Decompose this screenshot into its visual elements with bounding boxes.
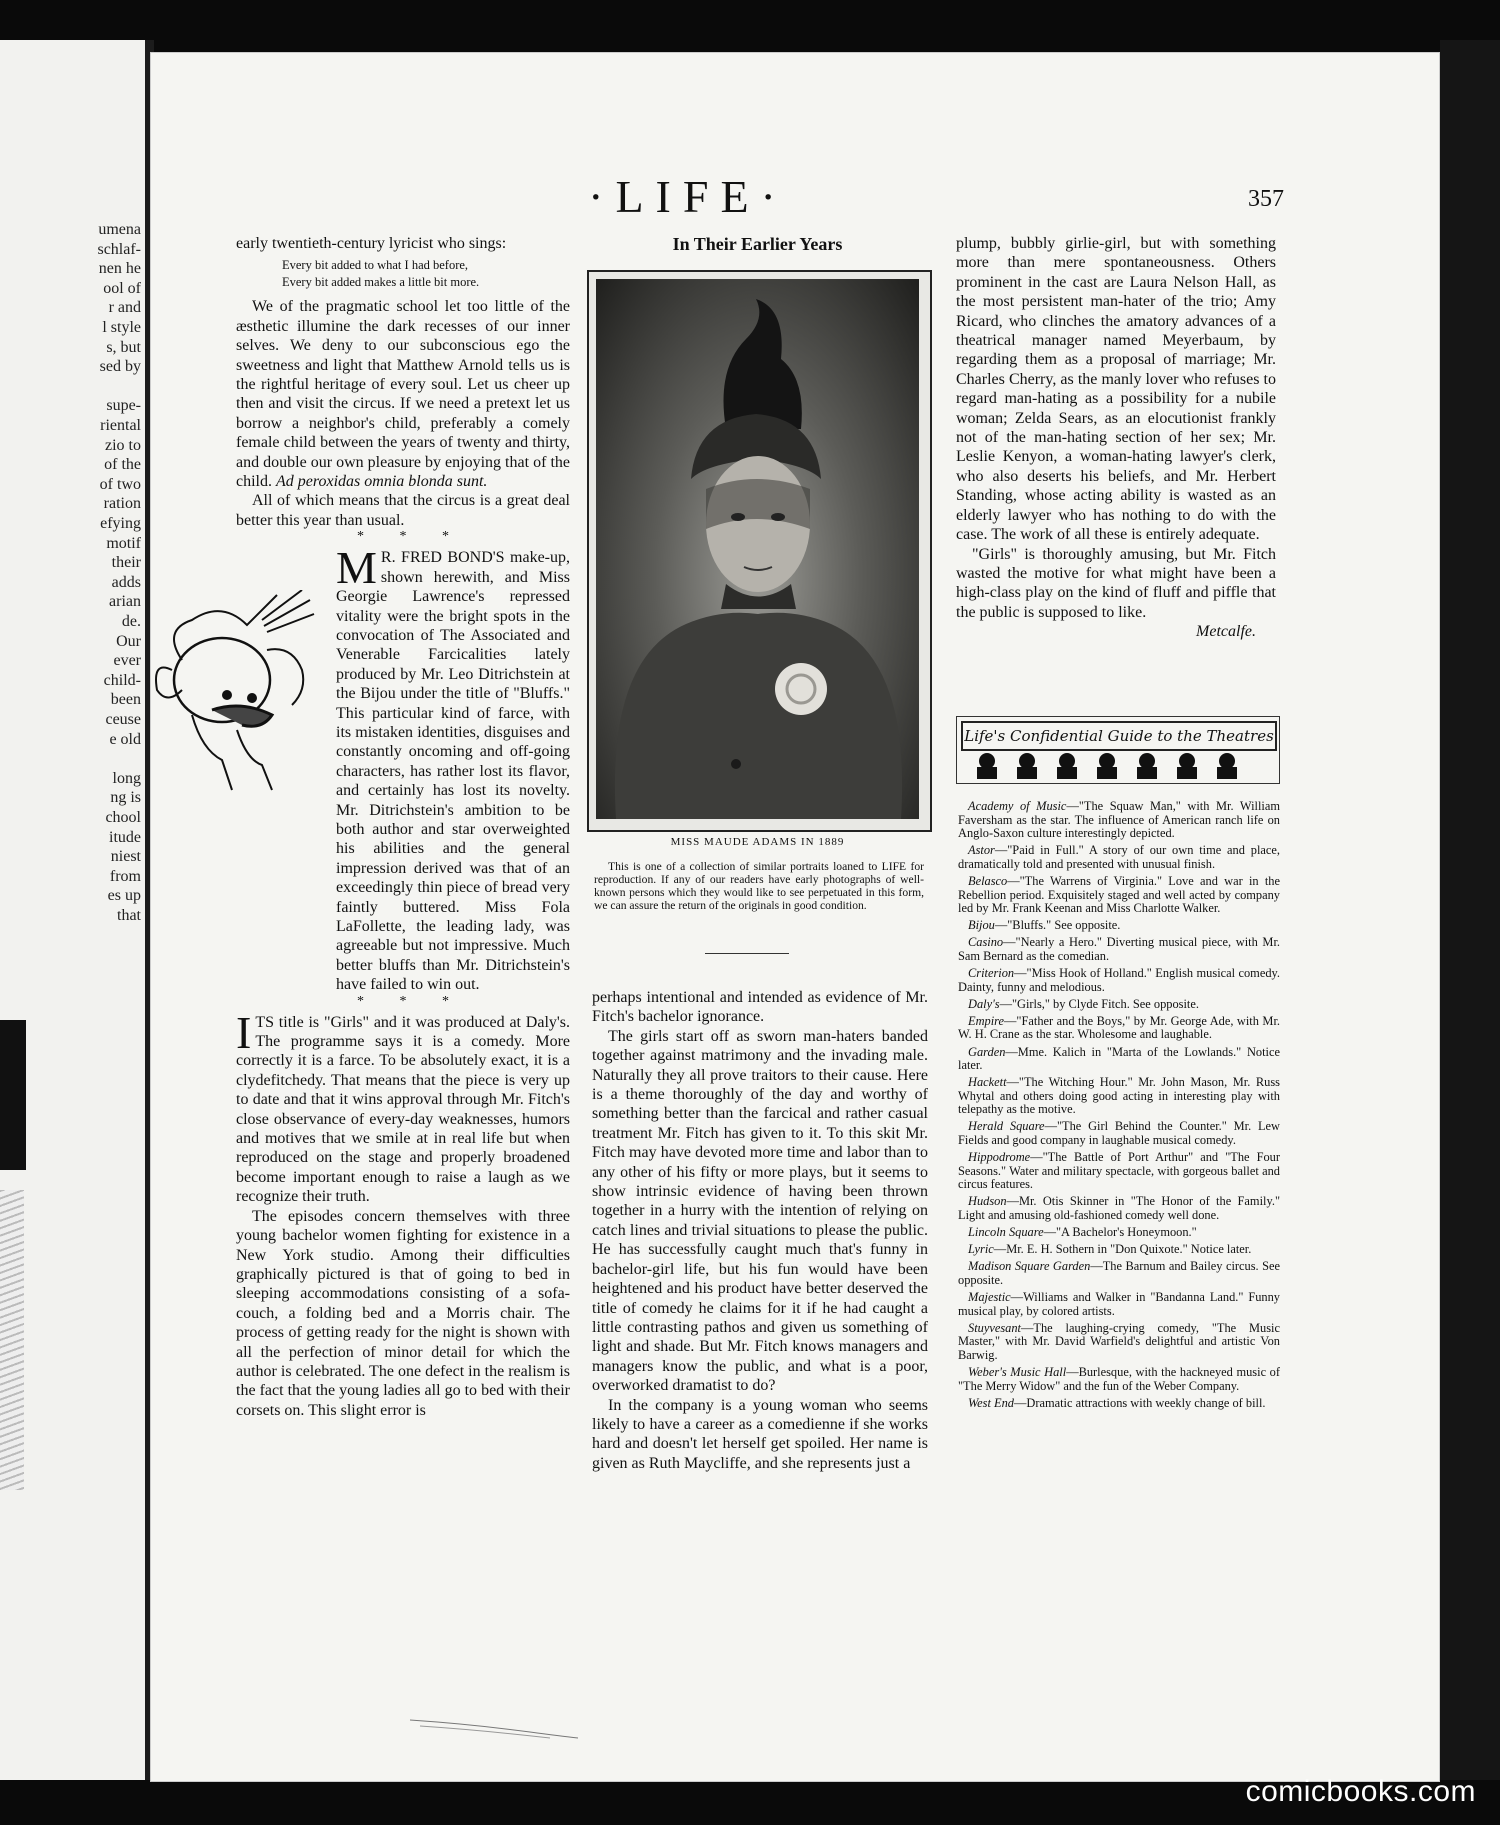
facing-page-text-fragment: sed by (99, 358, 141, 376)
guide-entry (958, 967, 1280, 994)
paragraph: perhaps intentional and intended as evidence of Mr. Fitch's bachelor ignorance. (592, 989, 928, 1026)
guide-entry-theatre: Bijou (968, 918, 995, 933)
facing-page-text-fragment: niest (110, 848, 141, 866)
facing-page-text-fragment: de. (121, 613, 141, 630)
guide-entry-theatre: Empire (968, 1013, 1005, 1028)
facing-page-text-fragment: Our (116, 632, 141, 650)
paragraph: "Girls" is thoroughly amusing, but Mr. Fitch wasted the motive for what might have been a high-class play on the kind of fluff and piffle that the public is supposed to like. (956, 545, 1276, 621)
guide-entry-description: —"Nearly a Hero." Diverting musical piece, with Mr. Sam Bernard as the comedian. (958, 935, 1280, 963)
author-signature: Metcalfe. (1196, 623, 1256, 641)
guide-entry-description: —"A Bachelor's Honeymoon." (1043, 1225, 1197, 1240)
facing-page-text-fragment: adds (111, 573, 141, 591)
verse (282, 257, 570, 291)
facing-page-text-fragment: chool (105, 809, 141, 826)
facing-page-text-fragment: ration (103, 495, 141, 513)
facing-page-text-fragment: ceuse (105, 711, 141, 728)
facing-page-text-fragment: schlaf- (97, 240, 141, 258)
paragraph: All of which means that the circus is a great deal better this year than usual. (236, 492, 570, 529)
guide-entry (958, 1195, 1280, 1222)
guide-entry (958, 1151, 1280, 1192)
verse-line-2: Every bit added makes a little bit more. (282, 275, 480, 290)
facing-page-edge (0, 40, 145, 1780)
facing-page-text-fragment: child- (103, 671, 141, 689)
facing-page-text-fragment: zio to (105, 436, 141, 454)
facing-page-text-fragment: arian (109, 593, 141, 611)
paragraph: In the company is a young woman who seems likely to have a career as a comedienne if she works hard and doesn't let herself get spoiled. Her name is given as Ruth Maycliffe, and she represents just a (592, 1396, 928, 1472)
guide-entry-theatre: Hudson (968, 1194, 1007, 1209)
facing-page-text-fragment: supe- (106, 397, 141, 415)
guide-entry (958, 1366, 1280, 1393)
portrait-frame (587, 270, 932, 832)
section-divider: * * * (357, 529, 465, 545)
guide-entry-theatre: Casino (968, 935, 1004, 950)
theatre-guide-banner (956, 716, 1280, 784)
guide-entry (958, 1120, 1280, 1147)
girls-review (236, 1006, 570, 1207)
facing-page-text-fragment: nen he (98, 260, 141, 278)
guide-entry-description: —Mme. Kalich in "Marta of the Lowlands." Notice later. (958, 1044, 1280, 1073)
theatre-guide-title: Life's Confidential Guide to the Theatres (961, 721, 1277, 751)
guide-entry (958, 998, 1280, 1012)
facing-page-text-fragment: umena (98, 221, 141, 238)
guide-entry-theatre: Weber's Music Hall (968, 1364, 1067, 1379)
facing-page-text-fragment: ool of (103, 279, 141, 297)
paragraph: The episodes concern themselves with three young bachelor women fighting for existence in a New York studio. Among their difficulties graphically pictured is that of going to bed in sleeping accommodations consisting of a sofa-couch, a folding bed and a Morris chair. The process of getting ready for the night is shown with all the perfection of minor detail for which the author is celebrated. The one defect in the realism is the fact that the young ladies all go to bed with their corsets on. This slight error is (236, 1207, 570, 1419)
guide-entry-description: —Burlesque, with the hackneyed music of "The Merry Widow" and the fun of the Weber Company. (958, 1364, 1280, 1393)
column-2 (592, 988, 928, 1473)
guide-entry-description: —"Miss Hook of Holland." English musical comedy. Dainty, funny and melodious. (958, 966, 1280, 994)
guide-entry-theatre: Herald Square (968, 1119, 1045, 1134)
guide-entry-description: —"The Squaw Man," with Mr. William Faversham as the star. The influence of American ranch life on Anglo-Saxon culture interestingly depicted. (958, 799, 1280, 841)
guide-entry (958, 1226, 1280, 1240)
guide-entry-theatre: Hippodrome (968, 1150, 1031, 1165)
intro-line: early twentieth-century lyricist who sings: (236, 235, 507, 252)
guide-entry (958, 1291, 1280, 1318)
section-divider: * * * (357, 993, 465, 1009)
bond-review-text: R. FRED BOND'S make-up, shown herewith, and Miss Georgie Lawrence's repressed vitality were the bright spots in the convocation of The Associated and Venerable Farcicalities lately produced by Mr. Leo Ditrichstein at the Bijou under the title of "Bluffs." This particular kind of farce, with its mistaken identities, disguises and constantly oncoming and off-going characters, has rather lost its flavor, and certainly has lost its novelty. Mr. Ditrichstein's ambition to be both author and star overweighted his abilities and the general impression derived was that of an exceedingly thin piece of bread very faintly buttered. Miss Fola LaFollette, the leading lady, was agreeable but not impressive. Much better bluffs than Mr. Ditrichstein's have failed to win out. (336, 549, 570, 994)
photo-caption-text: This is one of a collection of similar portraits loaned to LIFE for reproduction. If any of our readers have early photographs of well-known persons which they would like to see perpetuated in this form, we can assure the return of the originals in good condition. (594, 860, 924, 912)
silhouette-figures-icon (967, 751, 1267, 779)
guide-entry-description: —Mr. E. H. Sothern in "Don Quixote." Notice later. (993, 1242, 1252, 1257)
facing-page-text-fragment: of two (99, 475, 141, 493)
portrait-photo (596, 279, 919, 819)
facing-page-text-fragment: long (112, 769, 141, 787)
guide-entry (958, 844, 1280, 871)
guide-entry-theatre: Lyric (968, 1242, 994, 1257)
guide-entry-description: —The Barnum and Bailey circus. See opposite. (958, 1259, 1280, 1287)
facing-page-text-fragment: ng is (110, 789, 141, 807)
facing-page-sketch (0, 1190, 24, 1490)
facing-page-text-fragment: motif (106, 534, 141, 552)
paragraph: The girls start off as sworn man-haters banded together against matrimony and the invading male. Naturally they all prove traitors to their cause. Here is a theme thoroughly of the day and worthy of something better than the farcical and rather casual treatment Mr. Fitch has given to it. To this skit Mr. Fitch may have devoted more time and labor than to any other of his fifty or more plays, but it seems to show intrinsic evidence of having been thrown together in a hurry with the intention of relying on catch lines and trivial situations to please the public. He has successfully caught much that's funny in bachelor-girl life, but his fun would have been heightened and his product have better deserved the title of comedy he claims for it if he had caught a little contrasting pathos and given us something of light and shade. But Mr. Fitch knows managers and managers know the public, and what is a poor, overworked dramatist to do? (592, 1027, 928, 1395)
guide-entry-theatre: Daly's (968, 996, 1000, 1011)
guide-entry (958, 875, 1280, 916)
facing-page-text-fragment: riental (100, 417, 141, 434)
guide-entry-theatre: Garden (968, 1044, 1006, 1059)
guide-entry-theatre: Hackett (968, 1075, 1007, 1090)
watermark: comicbooks.com (1245, 1775, 1476, 1808)
portrait-figure (596, 279, 919, 819)
guide-entry-description: —"The Girl Behind the Counter." Mr. Lew Fields and good company in laughable musical comedy. (958, 1119, 1280, 1148)
paragraph: plump, bubbly girlie-girl, but with something more than mere spontaneousness. Others prominent in the cast are Laura Nelson Hall, as the most persistent man-hater of the trio; Amy Ricard, who clinches the amatory advances of a theatrical manager named Meyerbaum, by regarding them as a proposal of marriage; Mr. Charles Cherry, as the manly lover who refuses to regard man-hating as a possibility for a nubile woman; Zelda Sears, as an elocutionist frankly not of the man-hating section of her sex; Mr. Leslie Kenyon, a woman-hating lawyer's clerk, who also deserts his beliefs, and Mr. Herbert Standing, whose acting ability is wasted as an elderly lawyer who has nothing to do with the case. The work of all these is entirely adequate. (956, 235, 1276, 544)
guide-entry (958, 800, 1280, 841)
guide-entry-description: —"Paid in Full." A story of our own time and place, dramatically told and presented with unusual finish. (958, 843, 1280, 871)
column-1 (236, 234, 570, 1420)
page-number: 357 (1248, 186, 1284, 212)
drop-cap: I (236, 1006, 252, 1058)
facing-page-text-fragment: of the (104, 456, 141, 474)
caption-divider (705, 953, 789, 954)
photo-caption-title: MISS MAUDE ADAMS IN 1889 (670, 836, 845, 848)
paragraph (236, 297, 570, 491)
caricature-illustration (152, 590, 327, 800)
theatre-guide-list (958, 800, 1280, 1414)
guide-entry-theatre: Academy of Music (968, 799, 1067, 813)
facing-page-text-fragment: efying (100, 515, 141, 532)
column-3 (956, 234, 1276, 642)
facing-page-text-fragment: es up (107, 887, 141, 905)
guide-entry-theatre: Majestic (968, 1290, 1011, 1304)
guide-entry-theatre: Criterion (968, 966, 1015, 981)
guide-entry (958, 1322, 1280, 1363)
facing-page-text-fragment: from (109, 867, 141, 885)
guide-entry (958, 1243, 1280, 1257)
guide-entry-description: —The laughing-crying comedy, "The Music Master," with Mr. David Warfield's delightful and artistic Von Barwig. (958, 1320, 1280, 1362)
facing-page-text-fragment: l style (102, 319, 141, 336)
facing-page-text-fragment: e old (109, 730, 141, 748)
guide-entry (958, 1076, 1280, 1117)
guide-entry (958, 1260, 1280, 1287)
facing-page-illustration (0, 1020, 26, 1170)
drop-cap: M (336, 542, 377, 594)
guide-entry (958, 919, 1280, 933)
facing-page-text-fragment: been (110, 691, 141, 709)
guide-entry-description: —"Girls," by Clyde Fitch. See opposite. (999, 996, 1199, 1011)
facing-page-text-fragment: itude (109, 828, 141, 846)
guide-entry (958, 1015, 1280, 1042)
guide-entry (958, 1046, 1280, 1073)
paragraph-text: We of the pragmatic school let too little of the æsthetic illumine the dark recesses of our inner selves. We deny to our subconscious ego the sweetness and light that Matthew Arnold tells us is the rightful heritage of every soul. Let us cheer up then and visit the circus. If we need a pretext let us borrow a neighbor's child, preferably a comely female child between the years of twenty and thirty, and double our own pleasure by enjoying that of the child. (236, 298, 570, 491)
masthead: ·LIFE· (588, 171, 788, 222)
guide-entry-description: —Mr. Otis Skinner in "The Honor of the Family." Light and amusing old-fashioned comedy well done. (958, 1194, 1280, 1223)
guide-entry-description: —"Bluffs." See opposite. (994, 918, 1121, 933)
guide-entry-theatre: Lincoln Square (968, 1225, 1044, 1240)
facing-page-text-fragment: that (117, 907, 141, 924)
facing-page-text-fragment: r and (108, 299, 141, 317)
guide-entry-theatre: Astor (968, 843, 995, 858)
page-mark (410, 1712, 580, 1742)
facing-page-text-fragment: s, but (106, 338, 141, 356)
guide-entry-description: —"Father and the Boys," by Mr. George Ade, with Mr. W. H. Crane as the star. Wholesome and laughable. (958, 1013, 1280, 1042)
guide-entry (958, 1397, 1280, 1411)
girls-review-text: TS title is "Girls" and it was produced at Daly's. The programme says it is a comedy. More correctly it is a farce. To be absolutely exact, it is a clydefitchedy. That means that the piece is very up to date and that it wins approval through Mr. Fitch's close observance of every-day weaknesses, humors and motives that we smile at in real life but when reproduced on the stage and properly broadened become important enough to raise a laugh as we recognize their truth. (236, 1013, 570, 1206)
guide-entry-description: —"The Warrens of Virginia." Love and war in the Rebellion period. Exquisitely staged and well acted by company led by Mr. Frank Keenan and Miss Charlotte Walker. (958, 873, 1280, 916)
facing-page-text-fragment: their (111, 554, 141, 572)
verse-line-1: Every bit added to what I had before, (282, 258, 469, 273)
guide-entry-description: —Dramatic attractions with weekly change of bill. (1014, 1395, 1266, 1410)
guide-entry-theatre: Stuyvesant (968, 1320, 1021, 1335)
guide-entry-description: —"The Witching Hour." Mr. John Mason, Mr. Russ Whytal and others doing good acting in interesting play with telepathy as the motive. (958, 1075, 1280, 1117)
page-shadow (1440, 40, 1500, 1780)
facing-page-text-fragment: ever (113, 652, 141, 670)
guide-entry-description: —"The Battle of Port Arthur" and "The Four Seasons." Water and military spectacle, with gorgeous ballet and circus features. (958, 1150, 1280, 1192)
latin-phrase: Ad peroxidas omnia blonda sunt. (276, 473, 488, 491)
guide-entry-theatre: Belasco (968, 873, 1008, 888)
guide-entry-theatre: Madison Square Garden (968, 1259, 1091, 1274)
feature-heading: In Their Earlier Years (672, 234, 843, 254)
guide-entry-description: —Williams and Walker in "Bandanna Land." Funny musical play, by colored artists. (958, 1290, 1280, 1318)
guide-entry (958, 936, 1280, 963)
guide-entry-theatre: West End (968, 1395, 1015, 1410)
